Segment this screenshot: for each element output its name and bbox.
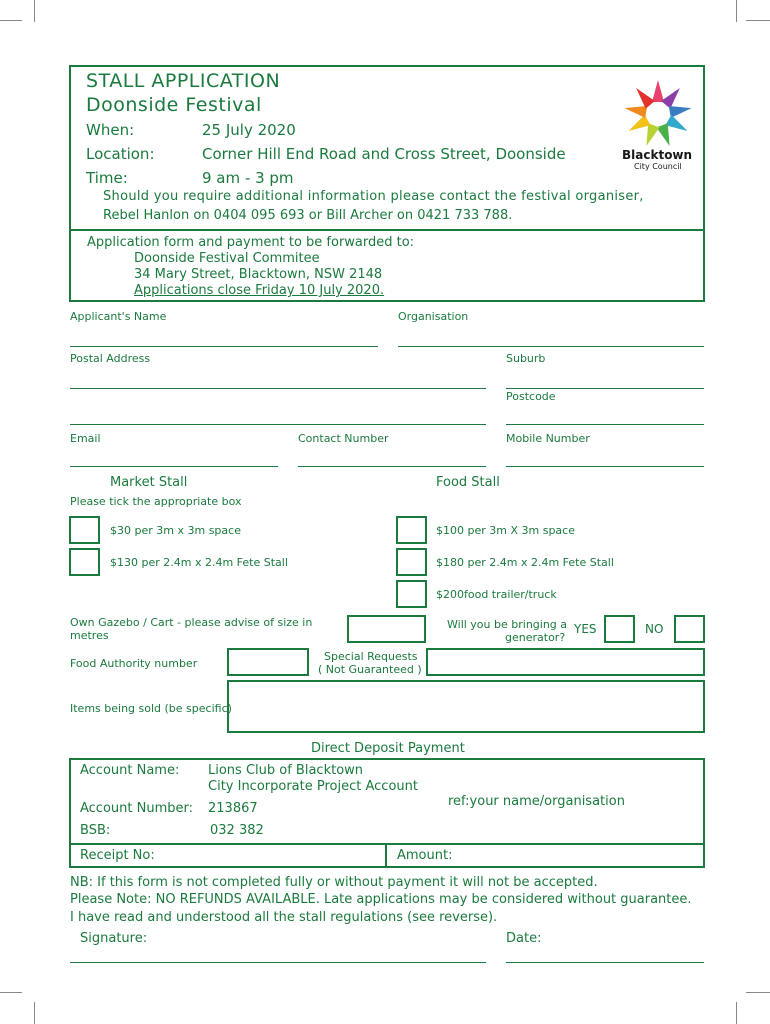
date-field[interactable] [506, 962, 704, 963]
logo-sub: City Council [634, 162, 682, 171]
payment-reference: ref:your name/organisation [448, 794, 625, 809]
gazebo-label: Own Gazebo / Cart - please advise of size in [70, 616, 313, 629]
postcode-label: Postcode [506, 390, 556, 403]
applicant-name-field[interactable] [70, 346, 378, 347]
when-value: 25 July 2020 [202, 121, 296, 139]
gazebo-label-2: metres [70, 629, 109, 642]
payment-heading: Direct Deposit Payment [311, 741, 465, 756]
generator-yes-label: YES [574, 622, 597, 636]
market-option-checkbox[interactable] [69, 516, 100, 544]
time-label: Time: [86, 169, 128, 187]
items-sold-input[interactable] [227, 680, 705, 733]
items-sold-label: Items being sold (be specific) [70, 702, 232, 715]
tick-hint: Please tick the appropriate box [70, 495, 242, 508]
special-requests-label: Special Requests [324, 650, 418, 663]
refund-notice: Please Note: NO REFUNDS AVAILABLE. Late applications may be considered without guarantee. [70, 892, 692, 907]
postal-address-field[interactable] [70, 388, 486, 389]
postal-address-label: Postal Address [70, 352, 151, 365]
receipt-divider [70, 843, 704, 845]
postcode-field[interactable] [506, 424, 704, 425]
star-icon [618, 78, 698, 150]
crop-mark [0, 992, 22, 993]
email-field[interactable] [70, 466, 278, 467]
market-option-label: $30 per 3m x 3m space [110, 524, 241, 537]
crop-mark [736, 0, 737, 22]
crop-mark [736, 1002, 737, 1024]
date-label: Date: [506, 931, 542, 946]
email-label: Email [70, 432, 101, 445]
contact-number-label: Contact Number [298, 432, 389, 445]
crop-mark [0, 20, 22, 21]
account-name-value-2: City Incorporate Project Account [208, 779, 418, 794]
organisation-field[interactable] [398, 346, 704, 347]
logo-name: Blacktown [622, 148, 693, 162]
food-option-checkbox[interactable] [396, 580, 427, 608]
food-option-label: $100 per 3m X 3m space [436, 524, 575, 537]
mobile-number-field[interactable] [506, 466, 704, 467]
postal-address-field-2[interactable] [70, 424, 486, 425]
account-name-value: Lions Club of Blacktown [208, 763, 364, 778]
generator-no-label: NO [645, 622, 664, 636]
account-number-label: Account Number: [80, 801, 193, 816]
special-requests-input[interactable] [426, 648, 705, 676]
market-option-label: $130 per 2.4m x 2.4m Fete Stall [110, 556, 288, 569]
food-stall-heading: Food Stall [436, 475, 500, 490]
organisation-label: Organisation [398, 310, 469, 323]
gazebo-size-input[interactable] [347, 615, 426, 643]
generator-no-checkbox[interactable] [674, 615, 705, 643]
food-option-checkbox[interactable] [396, 516, 427, 544]
generator-yes-checkbox[interactable] [604, 615, 635, 643]
nb-notice: NB: If this form is not completed fully or without payment it will not be accepted. [70, 875, 598, 890]
contact-number-field[interactable] [298, 466, 486, 467]
food-option-label: $200food trailer/truck [436, 588, 557, 601]
crop-mark [746, 20, 770, 21]
receipt-divider-v [385, 843, 387, 868]
mobile-number-label: Mobile Number [506, 432, 590, 445]
market-stall-heading: Market Stall [110, 475, 188, 490]
special-requests-note: ( Not Guaranteed ) [318, 663, 422, 676]
form-title: STALL APPLICATION [86, 70, 281, 92]
crop-mark [34, 1002, 35, 1024]
crop-mark [34, 0, 35, 22]
forward-recipient: Doonside Festival Commitee [134, 251, 320, 266]
signature-label: Signature: [80, 931, 148, 946]
food-option-checkbox[interactable] [396, 548, 427, 576]
forward-deadline: Applications close Friday 10 July 2020. [134, 283, 385, 298]
applicant-name-label: Applicant's Name [70, 310, 167, 323]
time-value: 9 am - 3 pm [202, 169, 294, 187]
generator-label-2: generator? [505, 631, 566, 644]
food-authority-input[interactable] [227, 648, 309, 676]
receipt-number-label[interactable]: Receipt No: [80, 848, 155, 863]
forward-address: 34 Mary Street, Blacktown, NSW 2148 [134, 267, 383, 282]
forward-intro: Application form and payment to be forwarded to: [87, 235, 415, 250]
account-number-value: 213867 [208, 801, 258, 816]
location-label: Location: [86, 145, 155, 163]
location-value: Corner Hill End Road and Cross Street, Doonside [202, 145, 566, 163]
blacktown-logo [618, 78, 698, 174]
suburb-label: Suburb [506, 352, 546, 365]
market-option-checkbox[interactable] [69, 548, 100, 576]
bsb-label: BSB: [80, 823, 111, 838]
when-label: When: [86, 121, 135, 139]
suburb-field[interactable] [506, 388, 704, 389]
generator-label: Will you be bringing a [447, 618, 568, 631]
form-subtitle: Doonside Festival [86, 94, 262, 116]
agreement-statement: I have read and understood all the stall regulations (see reverse). [70, 910, 498, 925]
contact-info: Should you require additional information please contact the festival organiser, [103, 189, 644, 204]
signature-field[interactable] [70, 962, 486, 963]
contact-info: Rebel Hanlon on 0404 095 693 or Bill Archer on 0421 733 788. [103, 208, 513, 223]
food-option-label: $180 per 2.4m x 2.4m Fete Stall [436, 556, 614, 569]
crop-mark [746, 992, 770, 993]
account-name-label: Account Name: [80, 763, 180, 778]
food-authority-label: Food Authority number [70, 657, 198, 670]
amount-label[interactable]: Amount: [397, 848, 453, 863]
bsb-value: 032 382 [210, 823, 264, 838]
